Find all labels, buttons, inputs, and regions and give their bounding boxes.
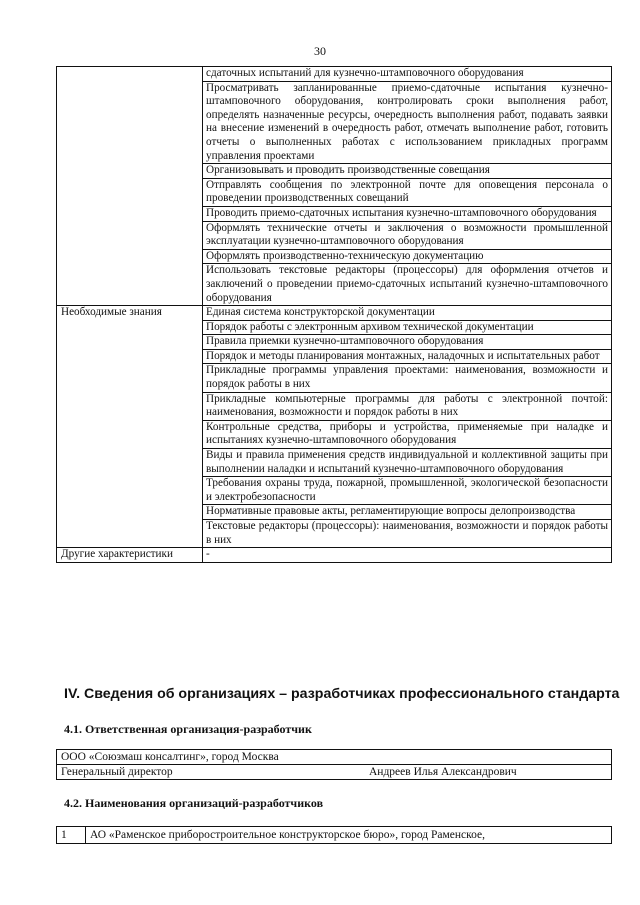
row-text: Контрольные средства, приборы и устройства, применяемые при наладке и испытаниях кузнечно-штамповочного оборудования <box>203 420 612 448</box>
row-text: сдаточных испытаний для кузнечно-штамповочного оборудования <box>203 67 612 82</box>
director-position: Генеральный директор <box>61 766 173 778</box>
row-text: Единая система конструкторской документации <box>203 306 612 321</box>
developer-org-row <box>57 827 612 844</box>
row-text: Нормативные правовые акты, регламентирующие вопросы делопроизводства <box>203 505 612 520</box>
row-text: Организовывать и проводить производственные совещания <box>203 164 612 179</box>
row-label: Другие характеристики <box>57 548 203 563</box>
row-text: Правила приемки кузнечно-штамповочного оборудования <box>203 335 612 350</box>
row-text: Отправлять сообщения по электронной почте для оповещения персонала о проведении производственных совещаний <box>203 178 612 206</box>
row-text: Порядок и методы планирования монтажных, наладочных и испытательных работ <box>203 349 612 364</box>
row-label <box>57 67 203 306</box>
row-text: Прикладные программы управления проектами: наименования, возможности и порядок работы в них <box>203 364 612 392</box>
row-text: Оформлять производственно-техническую документацию <box>203 249 612 264</box>
page-number: 30 <box>314 44 326 58</box>
row-text: Оформлять технические отчеты и заключения о возможности промышленной эксплуатации кузнечно-штамповочного оборудования <box>203 221 612 249</box>
developer-org-name: АО «Раменское приборостроительное конструкторское бюро», город Раменское, <box>86 827 612 844</box>
table-row <box>57 67 612 82</box>
row-text: Порядок работы с электронным архивом технической документации <box>203 320 612 335</box>
row-label: Необходимые знания <box>57 306 203 548</box>
section-title: IV. Сведения об организациях – разработчиках профессионального стандарта <box>64 686 620 702</box>
table-row <box>57 548 612 563</box>
developer-orgs-heading: 4.2. Наименования организаций-разработчиков <box>64 796 324 810</box>
developer-orgs-table <box>56 826 612 844</box>
qualification-table <box>56 66 612 563</box>
org-name: ООО «Союзмаш консалтинг», город Москва <box>57 750 612 765</box>
developer-org-number: 1 <box>57 827 86 844</box>
director-row <box>57 765 612 780</box>
row-text: Виды и правила применения средств индивидуальной и коллективной защиты при выполнении наладки и испытаний кузнечно-штамповочного оборудования <box>203 449 612 477</box>
responsible-org-heading: 4.1. Ответственная организация-разработчик <box>64 722 312 736</box>
row-text: Проводить приемо-сдаточных испытания кузнечно-штамповочного оборудования <box>203 206 612 221</box>
row-text: Просматривать запланированные приемо-сдаточные испытания кузнечно-штамповочного оборудования, контролировать сроки выполнения работ, определять назначенные ресурсы, очередность выполнения работ, подавать заявки на внесение изменений в очередность работ, отмечать выполнение работ, готовить отчеты о выполненных работах с использованием прикладных программ управления проектами <box>203 81 612 164</box>
row-text: Текстовые редакторы (процессоры): наименования, возможности и порядок работы в них <box>203 520 612 548</box>
row-text: Использовать текстовые редакторы (процессоры) для оформления отчетов и заключений о проведении приемо-сдаточных испытаний кузнечно-штамповочного оборудования <box>203 264 612 306</box>
org-name-row <box>57 750 612 765</box>
row-text: Прикладные компьютерные программы для работы с электронной почтой: наименования, возможности и порядок работы в них <box>203 392 612 420</box>
table-row <box>57 306 612 321</box>
director-name: Андреев Илья Александрович <box>369 766 517 778</box>
row-text: Требования охраны труда, пожарной, промышленной, экологической безопасности и электробезопасности <box>203 477 612 505</box>
responsible-org-table <box>56 749 612 780</box>
row-text: - <box>203 548 612 563</box>
